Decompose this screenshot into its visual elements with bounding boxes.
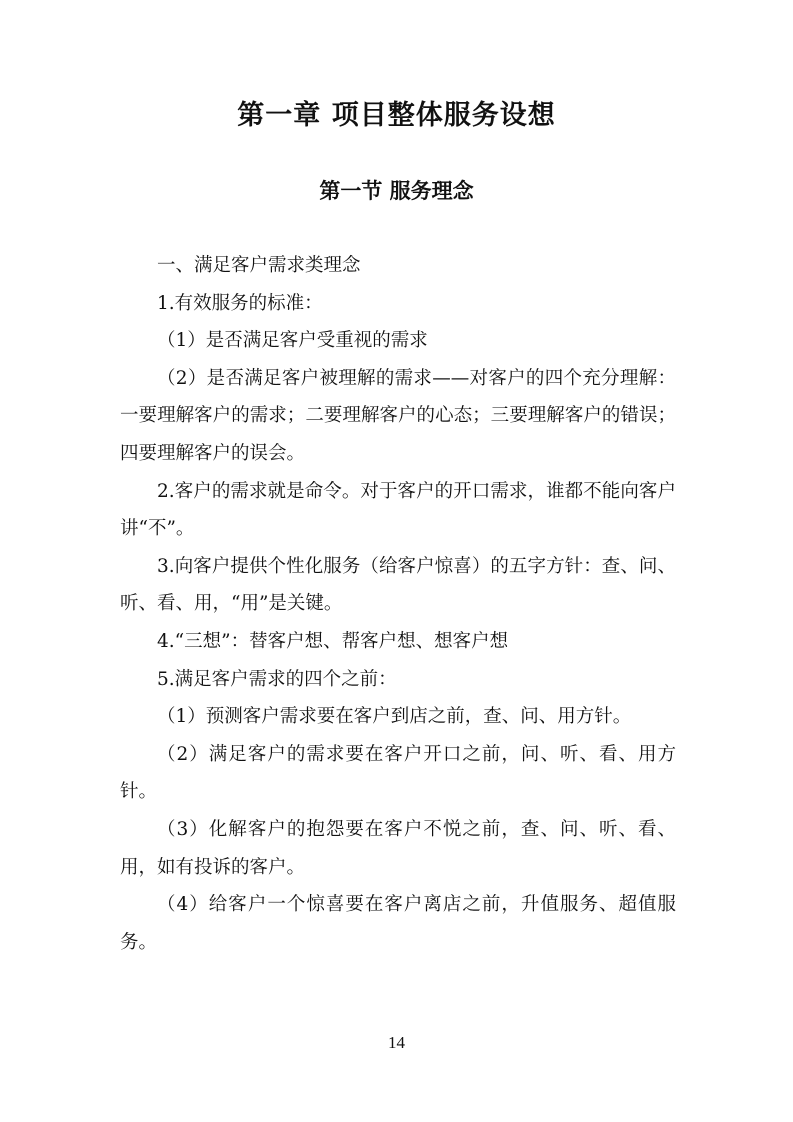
page-number: 14 <box>388 1033 405 1052</box>
paragraph-subitem-5-2: （2）满足客户的需求要在客户开口之前，问、听、看、用方针。 <box>120 743 676 803</box>
paragraph-item-5: 5.满足客户需求的四个之前： <box>157 668 397 690</box>
paragraph-subitem-1-1: （1）是否满足客户受重视的需求 <box>157 330 428 352</box>
paragraph-item-4: 4.“三想”：替客户想、帮客户想、想客户想 <box>157 630 509 652</box>
section-title: 第一节 服务理念 <box>319 179 474 203</box>
body-text <box>120 247 676 961</box>
paragraph-subitem-1-2: （2）是否满足客户被理解的需求——对客户的四个充分理解：一要理解客户的需求；二要理解客户的心态；三要理解客户的错误；四要理解客户的误会。 <box>120 367 676 464</box>
paragraph-item-1: 1.有效服务的标准： <box>157 292 323 314</box>
paragraph-subitem-5-4: （4）给客户一个惊喜要在客户离店之前，升值服务、超值服务。 <box>120 894 676 953</box>
paragraph-item-2: 2.客户的需求就是命令。对于客户的开口需求，谁都不能向客户讲“不”。 <box>120 480 676 540</box>
paragraph-heading-1: 一、满足客户需求类理念 <box>157 255 361 276</box>
paragraph-subitem-5-3: （3）化解客户的抱怨要在客户不悦之前，查、问、听、看、用，如有投诉的客户。 <box>120 818 676 878</box>
paragraph-subitem-5-1: （1）预测客户需求要在客户到店之前，查、问、用方针。 <box>157 706 632 728</box>
paragraph-item-3: 3.向客户提供个性化服务（给客户惊喜）的五字方针：查、问、听、看、用，“用”是关键。 <box>120 555 676 615</box>
chapter-title: 第一章 项目整体服务设想 <box>237 100 556 131</box>
